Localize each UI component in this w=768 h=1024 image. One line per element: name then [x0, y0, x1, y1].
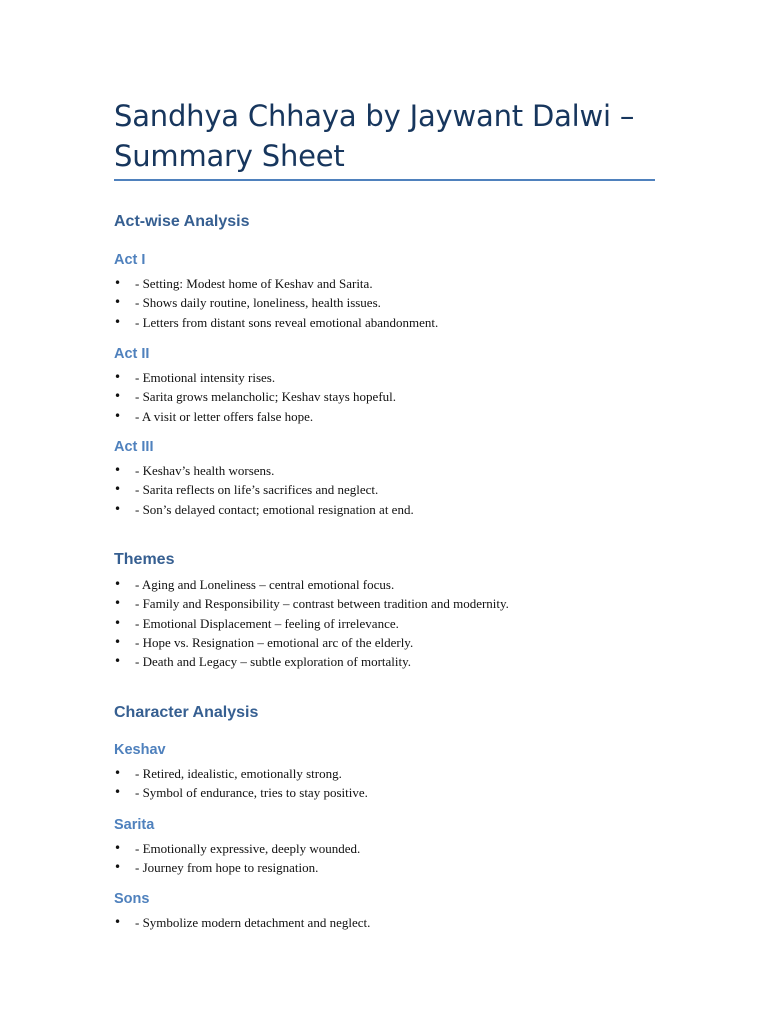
heading-sons: Sons — [114, 891, 150, 907]
sarita-list — [114, 839, 360, 878]
list-item: • - Son’s delayed contact; emotional resignation at end. — [114, 500, 414, 519]
themes-list — [114, 575, 509, 671]
heading-themes: Themes — [114, 551, 175, 568]
bullet-icon: • — [114, 615, 122, 630]
list-item: • - Keshav’s health worsens. — [114, 461, 414, 480]
bullet-icon: • — [114, 577, 122, 591]
heading-act-wise-analysis: Act-wise Analysis — [114, 213, 250, 230]
list-item: • - Family and Responsibility – contrast between tradition and modernity. — [114, 594, 509, 613]
bullet-icon: • — [114, 841, 122, 855]
heading-act-1: Act I — [114, 252, 146, 268]
list-item: • - Symbol of endurance, tries to stay positive. — [114, 783, 368, 802]
list-item: • - Letters from distant sons reveal emotional abandonment. — [114, 313, 438, 332]
title-underline — [114, 179, 655, 181]
list-item: • - Symbolize modern detachment and neglect. — [114, 913, 370, 932]
bullet-icon: • — [114, 408, 122, 423]
list-item: • - Sarita grows melancholic; Keshav stays hopeful. — [114, 387, 396, 406]
bullet-icon: • — [114, 860, 122, 875]
bullet-icon: • — [114, 785, 122, 800]
list-item: • - Emotional intensity rises. — [114, 368, 396, 387]
heading-keshav: Keshav — [114, 742, 166, 758]
bullet-icon: • — [114, 501, 122, 516]
page-title — [114, 96, 674, 176]
list-item: • - Shows daily routine, loneliness, health issues. — [114, 293, 438, 312]
list-item: • - Emotional Displacement – feeling of irrelevance. — [114, 614, 509, 633]
heading-sarita: Sarita — [114, 817, 155, 833]
act-1-list — [114, 274, 438, 332]
bullet-icon: • — [114, 915, 122, 929]
bullet-icon: • — [114, 295, 122, 310]
bullet-icon: • — [114, 370, 122, 384]
list-item: • - A visit or letter offers false hope. — [114, 407, 396, 426]
list-item: • - Retired, idealistic, emotionally strong. — [114, 764, 368, 783]
act-3-list — [114, 461, 414, 519]
heading-character-analysis: Character Analysis — [114, 704, 259, 721]
list-item: • - Hope vs. Resignation – emotional arc of the elderly. — [114, 633, 509, 652]
sons-list — [114, 913, 370, 932]
list-item: • - Setting: Modest home of Keshav and Sarita. — [114, 274, 438, 293]
bullet-icon: • — [114, 314, 122, 329]
title-line-2: Summary Sheet — [114, 139, 345, 173]
bullet-icon: • — [114, 482, 122, 497]
keshav-list — [114, 764, 368, 803]
list-item: • - Sarita reflects on life’s sacrifices and neglect. — [114, 480, 414, 499]
list-item: • - Emotionally expressive, deeply wounded. — [114, 839, 360, 858]
heading-act-2: Act II — [114, 346, 150, 362]
bullet-icon: • — [114, 389, 122, 404]
list-item: • - Death and Legacy – subtle exploration of mortality. — [114, 652, 509, 671]
bullet-icon: • — [114, 596, 122, 611]
list-item: • - Aging and Loneliness – central emotional focus. — [114, 575, 509, 594]
act-2-list — [114, 368, 396, 426]
bullet-icon: • — [114, 634, 122, 649]
bullet-icon: • — [114, 276, 122, 290]
heading-act-3: Act III — [114, 439, 154, 455]
bullet-icon: • — [114, 654, 122, 669]
title-line-1: Sandhya Chhaya by Jaywant Dalwi – — [114, 99, 635, 133]
bullet-icon: • — [114, 463, 122, 477]
list-item: • - Journey from hope to resignation. — [114, 858, 360, 877]
bullet-icon: • — [114, 766, 122, 780]
